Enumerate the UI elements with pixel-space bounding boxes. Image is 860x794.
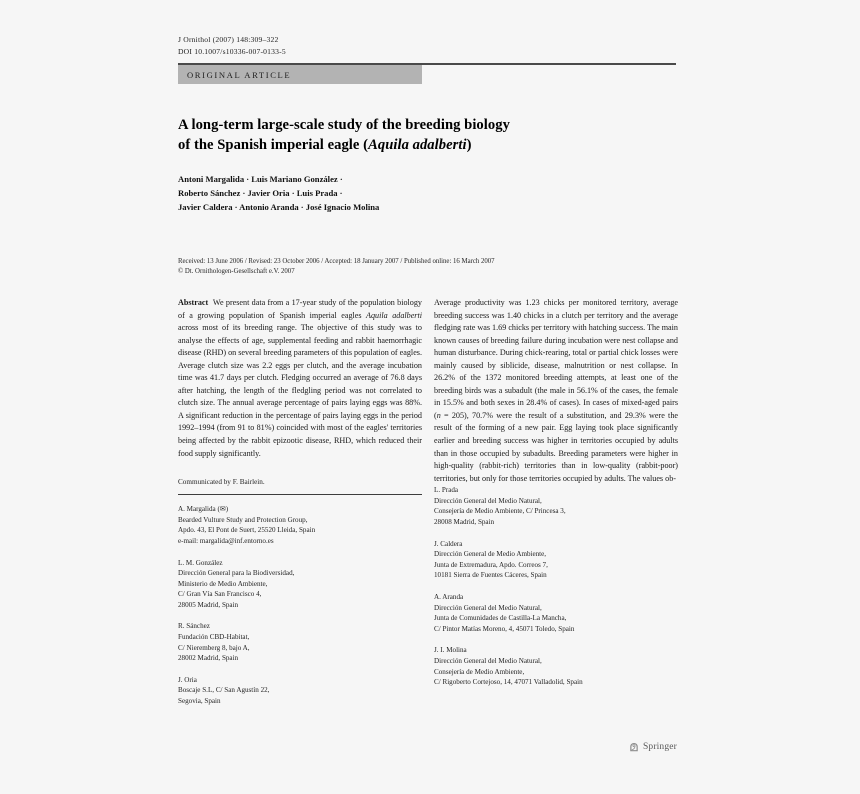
address-line: Junta de Extremadura, Apdo. Correos 7, [434,560,548,569]
author-line-2: Roberto Sánchez · Javier Oria · Luis Prada · [178,188,343,199]
address-line: Junta de Comunidades de Castilla-La Mancha, [434,614,567,623]
address-line: L. Prada [434,486,459,495]
page-title [178,116,598,155]
copyright-line: © Dt. Ornithologen-Gesellschaft e.V. 2007 [178,267,295,275]
address-line: C/ Pintor Matías Moreno, 4, 45071 Toledo, Spain [434,624,575,633]
journal-doi: DOI 10.1007/s10336-007-0133-5 [178,46,286,56]
author-line-3: Javier Caldera · Antonio Aranda · José Ignacio Molina [178,202,380,213]
received-accepted-line: Received: 13 June 2006 / Revised: 23 October 2006 / Accepted: 18 January 2007 / Published online: 16 March 2007 [178,257,495,265]
address-line: A. Aranda [434,592,464,601]
address-line: Dirección General del Medio Natural, [434,603,542,612]
title-line-2-prefix: of the Spanish imperial eagle ( [178,136,369,153]
address-block [178,558,422,611]
communicated-by: Communicated by F. Bairlein. [178,478,265,487]
address-block [178,504,422,546]
address-line: Consejería de Medio Ambiente, [434,667,525,676]
address-line: J. Caldera [434,539,463,548]
article-type-label: ORIGINAL ARTICLE [187,69,292,80]
abstract-left-text-1: We present data from a 17-year study of the population biology of a growing population of Spanish imperial eagles [178,298,422,320]
address-line: Dirección General para la Biodiversidad, [178,569,295,578]
springer-wordmark: Springer [643,742,677,752]
address-line: Bearded Vulture Study and Protection Group, [178,515,308,524]
address-block [178,621,422,663]
address-block [434,539,678,581]
address-line: Apdo. 43, El Pont de Suert, 25520 Lleida, Spain [178,526,316,535]
springer-mark-icon [628,741,640,753]
abstract-right-text-2: = 205), 70.7% were the result of a substitution, and 29.3% were the result of the forming of a new pair. Egg laying took place significantly earlier and breeding success was higher in territories occupied by adults than in those occupied by subadults. Breeding parameters were higher in high-quality (rabbit-rich) territories than in low-quality (rabbit-poor) territories, but only for those territories occupied by adults. The values ob- [434,410,678,483]
abstract-label: Abstract [178,298,209,308]
right-footnotes [434,485,678,688]
publication-dates [178,257,678,277]
address-line: J. Oria [178,675,197,684]
abstract-sample-size-symbol: n [436,410,441,420]
address-block [434,485,678,527]
address-line: C/ Nieremberg 8, bajo A, [178,643,250,652]
abstract-left [178,297,422,460]
address-block [434,645,678,687]
left-column [178,297,422,718]
journal-reference [178,34,678,57]
address-line: R. Sánchez [178,622,210,631]
email-line[interactable]: e-mail: margalida@inf.entorno.es [178,536,274,545]
address-line: 10181 Sierra de Fuentes Cáceres, Spain [434,571,547,580]
address-block [434,592,678,634]
address-line: Dirección General del Medio Natural, [434,656,542,665]
address-line: Fundación CBD-Habitat, [178,633,250,642]
address-block [178,675,422,707]
title-line-1: A long-term large-scale study of the breeding biology [178,117,510,133]
address-line: 28002 Madrid, Spain [178,654,239,663]
author-line-1: Antoni Margalida · Luis Mariano González · [178,174,343,184]
springer-logo [628,741,677,753]
two-column-layout [178,297,678,718]
address-line: Ministerio de Medio Ambiente, [178,579,268,588]
page-content [178,34,678,718]
article-type-band [178,65,422,84]
footnote-divider [178,494,422,495]
address-line: 28008 Madrid, Spain [434,518,495,526]
abstract-left-text-2: across most of its breeding range. The objective of this study was to analyse the effects of age, supplemental feeding and rabbit haemorrhagic disease (RHD) on several breeding parameters of this population of eagles. Average clutch size was 2.2 eggs per clutch, and the average incubation time was 41.7 days per clutch. Fledging occurred an average of 76.8 days after hatching, the length of the fledgling period was not correlated to clutch size. The annual average percentage of pairs laying eggs was 88%. A significant reduction in the percentage of pairs laying eggs in the period 1992–1994 (from 91 to 81%) coincided with most of the eagles' territories being affected by the rabbit epizootic disease, RHD, which reduced their food supply significantly. [178,323,422,458]
title-species-name: Aquila adalberti [368,136,467,153]
abstract-right [434,297,678,485]
address-line: Boscaje S.L, C/ San Agustín 22, [178,686,270,695]
address-line: Segovia, Spain [178,697,221,706]
address-line: L. M. González [178,558,223,567]
address-line: A. Margalida (✉) [178,505,229,514]
address-line: Consejería de Medio Ambiente, C/ Princesa 3, [434,507,566,516]
address-line: C/ Gran Vía San Francisco 4, [178,590,262,599]
right-column [434,297,678,718]
address-line: Dirección General del Medio Natural, [434,496,542,505]
abstract-right-text-1: Average productivity was 1.23 chicks per monitored territory, average breeding success was 1.40 chicks in a clutch per territory and the average fledging rate was 1.69 chicks per territory with hatching success. The main known causes of breeding failure during incubation were nest collapse and human disturbance. During chick-rearing, total or partial chick losses were mainly caused by siblicide, disease, malnutrition or nest collapse. In 26.2% of the 1372 monitored breeding attempts, at least one of the breeding birds was a subadult (the male in 56.1% of the cases, the female in 15.5% and both sexes in 28.4% of cases). In cases of mixed-aged pairs ( [434,298,678,420]
address-line: Dirección General de Medio Ambiente, [434,550,547,559]
author-list [178,172,508,215]
left-footnotes [178,477,422,707]
abstract-species-name: Aquila adalberti [366,310,422,320]
title-line-2-suffix: ) [466,136,472,153]
address-line: J. I. Molina [434,646,467,655]
address-line: C/ Rigoberto Cortejoso, 14, 47071 Valladolid, Spain [434,678,583,687]
journal-citation: J Ornithol (2007) 148:309–322 [178,35,279,44]
address-line: 28005 Madrid, Spain [178,600,239,609]
